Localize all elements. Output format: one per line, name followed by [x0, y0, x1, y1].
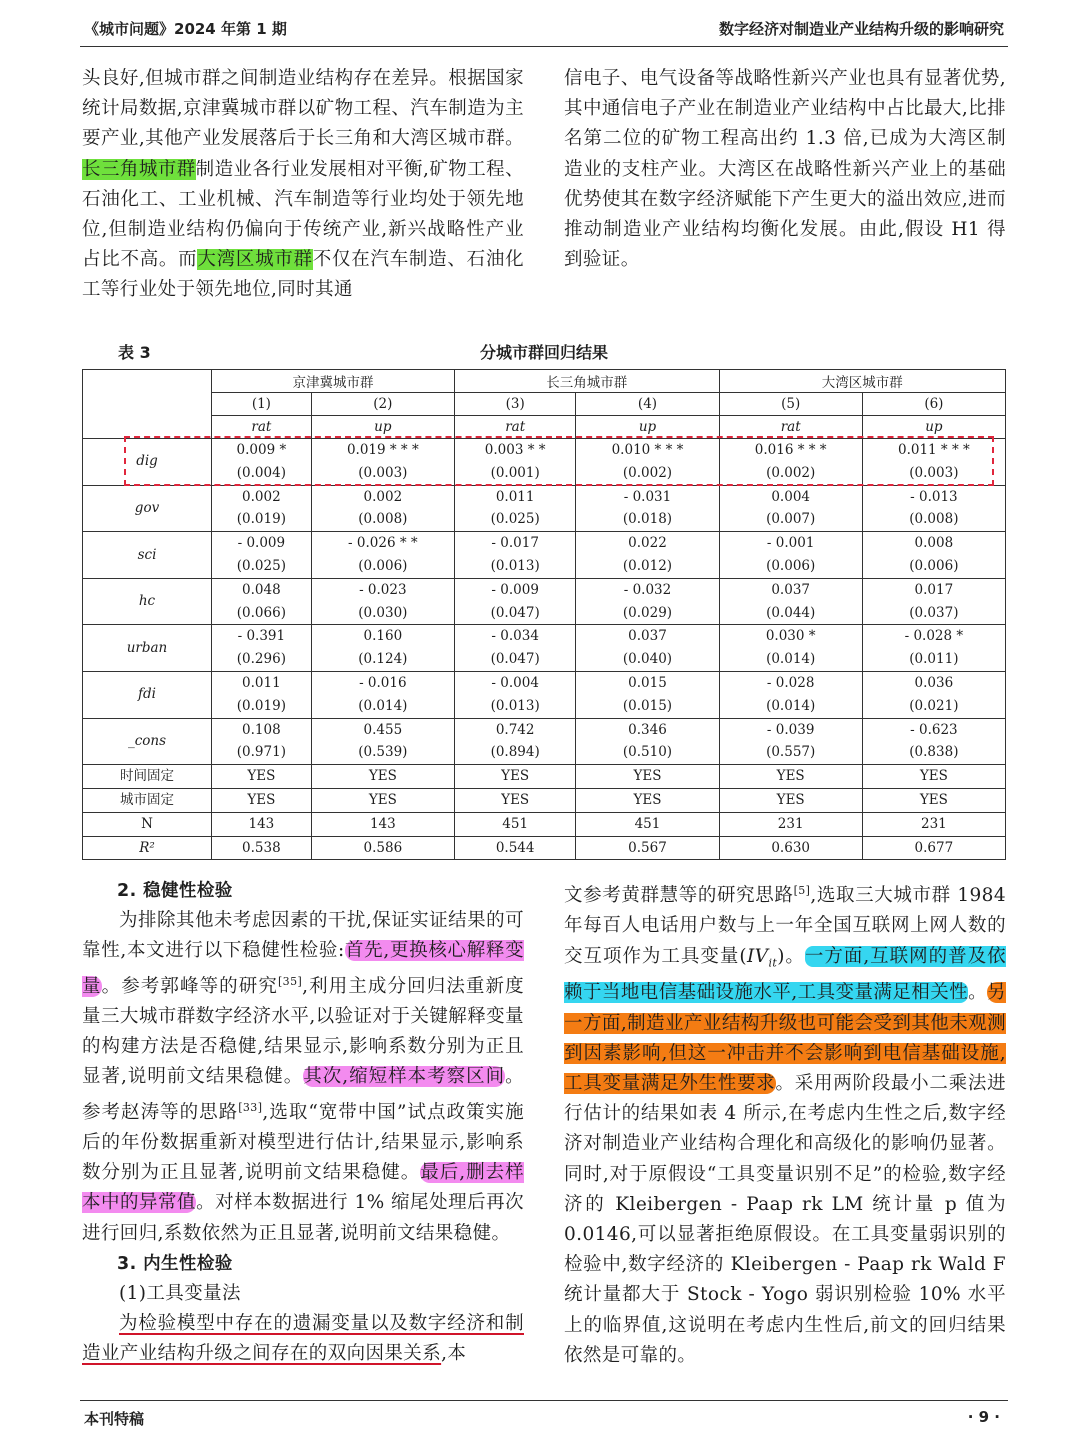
variable-name: hc	[83, 578, 212, 625]
table-row-coef	[83, 485, 1006, 508]
standard-error-cell: (0.019)	[212, 508, 312, 531]
text-segment: 。	[968, 982, 988, 1004]
top-left-paragraph	[82, 64, 524, 306]
table-row-se	[83, 462, 1006, 485]
footer-row-value: YES	[212, 765, 312, 789]
standard-error-cell: (0.037)	[862, 602, 1005, 625]
standard-error-cell: (0.001)	[454, 462, 575, 485]
table-row-se	[83, 508, 1006, 531]
coefficient-cell: 0.016 * * *	[719, 439, 862, 462]
footer-row-value: 0.586	[311, 836, 454, 860]
standard-error-cell: (0.012)	[576, 555, 719, 578]
table-row-se	[83, 695, 1006, 718]
coefficient-cell: - 0.028	[719, 671, 862, 694]
coefficient-cell: - 0.039	[719, 718, 862, 741]
coefficient-cell: 0.010 * * *	[576, 439, 719, 462]
coefficient-cell: 0.004	[719, 485, 862, 508]
variable-name: gov	[83, 485, 212, 532]
text-segment: 文参考黄群慧等的研究思路	[564, 885, 794, 907]
text-segment: 。采用两阶段最小二乘法进行估计的结果如表 4 所示,在考虑内生性之后,数字经济对制造业产业结构合理化和高级化的影响仍显著。同时,对于原假设“工具变量识别不足”的检验,数字经济的 Kleibergen - Paap rk LM 统计量 p 值为 0.0146,可以显著拒绝原假设。在工具变量弱识别的检验中,数字经济的 Kleibergen - Paap rk Wald F 统计量都大于 Stock - Yogo 弱识别检验 10% 水平上的临界值,这说明在考虑内生性后,前文的回归结果依然是可靠的。	[564, 1073, 1006, 1366]
footer-row-value: YES	[454, 765, 575, 789]
model-header: (3)	[454, 393, 575, 416]
standard-error-cell: (0.044)	[719, 602, 862, 625]
article-title: 数字经济对制造业产业结构升级的影响研究	[718, 20, 1004, 38]
iv-symbol: IV	[746, 945, 769, 967]
coefficient-cell: - 0.009	[212, 532, 312, 555]
text-segment: 。参考郭峰等的研究	[101, 975, 278, 997]
group-header: 大湾区城市群	[719, 370, 1005, 393]
depvar-header: rat	[212, 416, 312, 439]
table-row-coef	[83, 578, 1006, 601]
coefficient-cell: 0.009 *	[212, 439, 312, 462]
section-heading-endogeneity: 3. 内生性检验	[117, 1253, 233, 1274]
coefficient-cell: 0.002	[212, 485, 312, 508]
regression-table	[82, 369, 1006, 860]
footer-row-label: 城市固定	[83, 788, 212, 812]
text-segment: 信电子、电气设备等战略性新兴产业也具有显著优势,其中通信电子产业在制造业产业结构中占比最大,比排名第二位的矿物工程高出约 1.3 倍,已成为大湾区制造业的支柱产业。大湾区在战略性新兴产业上的基础优势使其在数字经济赋能下产生更大的溢出效应,进而推动制造业产业结构均衡化发展。由此,假设 H1 得到验证。	[564, 68, 1006, 271]
coefficient-cell: 0.037	[576, 625, 719, 648]
table-title: 分城市群回归结果	[479, 343, 608, 362]
standard-error-cell: (0.021)	[862, 695, 1005, 718]
bottom-right-column	[564, 876, 1006, 1371]
table-corner	[83, 370, 212, 439]
standard-error-cell: (0.013)	[454, 695, 575, 718]
footer-row-value: 0.677	[862, 836, 1005, 860]
table-row-coef	[83, 439, 1006, 462]
standard-error-cell: (0.047)	[454, 602, 575, 625]
text-segment: ,选取三大城市群 1984 年每百人电话用户数与上一年全国互联网上网人数的交互项作为工具变量(	[564, 885, 1006, 967]
group-header: 长三角城市群	[454, 370, 719, 393]
coefficient-cell: - 0.009	[454, 578, 575, 601]
text-segment: )。	[777, 945, 805, 967]
red-underlined-text: 为检验模型中存在的遗漏变量以及数字经济和制造业产业结构升级之间存在的双向因果关系	[82, 1313, 524, 1365]
coefficient-cell: 0.011 * * *	[862, 439, 1005, 462]
top-right-paragraph	[564, 64, 1006, 275]
standard-error-cell: (0.014)	[311, 695, 454, 718]
standard-error-cell: (0.006)	[719, 555, 862, 578]
footer-row-value: 451	[576, 812, 719, 836]
model-header: (4)	[576, 393, 719, 416]
variable-name: sci	[83, 532, 212, 579]
endogeneity-paragraph	[82, 1309, 524, 1369]
standard-error-cell: (0.008)	[862, 508, 1005, 531]
text-segment: ,本	[441, 1343, 467, 1365]
text-segment: 。对样本数据进行 1% 缩尾处理后再次进行回归,系数依然为正且显著,说明前文结果稳健。	[82, 1192, 525, 1244]
group-header: 京津冀城市群	[212, 370, 455, 393]
standard-error-cell: (0.003)	[862, 462, 1005, 485]
highlight-relevance: 一方面,互联网的普及依赖于当地电信基础设施水平,工具变量满足相关性	[564, 945, 1006, 1004]
standard-error-cell: (0.006)	[311, 555, 454, 578]
text-segment: 不仅在汽车制造、石油化工等行业处于领先地位,同时其通	[82, 249, 524, 301]
standard-error-cell: (0.015)	[576, 695, 719, 718]
standard-error-cell: (0.014)	[719, 648, 862, 671]
highlight-third-check: 最后,删去样本中的异常值	[82, 1162, 524, 1214]
footer-row-label: 时间固定	[83, 765, 212, 789]
model-header: (5)	[719, 393, 862, 416]
table-row-coef	[83, 718, 1006, 741]
standard-error-cell: (0.011)	[862, 648, 1005, 671]
coefficient-cell: 0.036	[862, 671, 1005, 694]
standard-error-cell: (0.557)	[719, 741, 862, 764]
section-heading-robustness: 2. 稳健性检验	[117, 881, 233, 901]
standard-error-cell: (0.894)	[454, 741, 575, 764]
depvar-header: rat	[719, 416, 862, 439]
table-row-footer	[83, 788, 1006, 812]
standard-error-cell: (0.007)	[719, 508, 862, 531]
footer-row-value: 231	[862, 812, 1005, 836]
model-header: (1)	[212, 393, 312, 416]
page-number: · 9 ·	[967, 1408, 1000, 1426]
footer-row-value: YES	[719, 765, 862, 789]
coefficient-cell: - 0.623	[862, 718, 1005, 741]
text-segment: 头良好,但城市群之间制造业结构存在差异。根据国家统计局数据,京津冀城市群以矿物工程、汽车制造为主要产业,其他产业发展落后于长三角和大湾区城市群。	[82, 68, 524, 150]
coefficient-cell: 0.108	[212, 718, 312, 741]
footer-row-value: 0.567	[576, 836, 719, 860]
footer-row-value: YES	[311, 788, 454, 812]
standard-error-cell: (0.510)	[576, 741, 719, 764]
footer-rule	[80, 1400, 1008, 1401]
text-segment: 为排除其他未考虑因素的干扰,保证实证结果的可靠性,本文进行以下稳健性检验:	[82, 910, 524, 962]
standard-error-cell: (0.539)	[311, 741, 454, 764]
footer-row-value: YES	[212, 788, 312, 812]
depvar-header: up	[311, 416, 454, 439]
coefficient-cell: 0.008	[862, 532, 1005, 555]
coefficient-cell: 0.742	[454, 718, 575, 741]
footer-row-value: 0.630	[719, 836, 862, 860]
coefficient-cell: - 0.004	[454, 671, 575, 694]
standard-error-cell: (0.029)	[576, 602, 719, 625]
variable-name: fdi	[83, 671, 212, 718]
coefficient-cell: - 0.031	[576, 485, 719, 508]
coefficient-cell: - 0.026 * *	[311, 532, 454, 555]
footer-row-value: YES	[862, 788, 1005, 812]
citation: [33]	[238, 1100, 263, 1114]
footer-row-value: 451	[454, 812, 575, 836]
robustness-paragraph	[82, 906, 524, 1249]
subsection-heading-iv: (1)工具变量法	[119, 1282, 241, 1304]
standard-error-cell: (0.002)	[576, 462, 719, 485]
standard-error-cell: (0.002)	[719, 462, 862, 485]
coefficient-cell: 0.003 * *	[454, 439, 575, 462]
standard-error-cell: (0.014)	[719, 695, 862, 718]
table-row-se	[83, 602, 1006, 625]
standard-error-cell: (0.003)	[311, 462, 454, 485]
citation: [5]	[793, 884, 811, 897]
standard-error-cell: (0.838)	[862, 741, 1005, 764]
text-segment: 制造业各行业发展相对平衡,矿物工程、石油化工、工业机械、汽车制造等行业均处于领先地位,但制造业结构仍偏向于传统产业,新兴战略性产业占比不高。而	[82, 158, 524, 271]
coefficient-cell: 0.015	[576, 671, 719, 694]
standard-error-cell: (0.971)	[212, 741, 312, 764]
journal-issue: 《城市问题》2024 年第 1 期	[84, 20, 287, 38]
text-segment: ,利用主成分回归法重新度量三大城市群数字经济水平,以验证对于关键解释变量的构建方法是否稳健,结果显示,影响系数分别为正且显著,说明前文结果稳健。	[82, 975, 525, 1088]
depvar-header: rat	[454, 416, 575, 439]
footer-row-value: 0.538	[212, 836, 312, 860]
table-row-se	[83, 741, 1006, 764]
footer-row-value: YES	[311, 765, 454, 789]
model-header: (6)	[862, 393, 1005, 416]
standard-error-cell: (0.006)	[862, 555, 1005, 578]
footer-row-value: YES	[576, 788, 719, 812]
table-row-se	[83, 648, 1006, 671]
standard-error-cell: (0.025)	[454, 508, 575, 531]
header-rule	[80, 46, 1008, 47]
variable-name: _cons	[83, 718, 212, 765]
table-header-groups	[83, 370, 1006, 393]
table-row-coef	[83, 625, 1006, 648]
standard-error-cell: (0.018)	[576, 508, 719, 531]
depvar-header: up	[576, 416, 719, 439]
coefficient-cell: 0.048	[212, 578, 312, 601]
standard-error-cell: (0.004)	[212, 462, 312, 485]
standard-error-cell: (0.040)	[576, 648, 719, 671]
iv-subscript: it	[768, 956, 778, 970]
coefficient-cell: - 0.013	[862, 485, 1005, 508]
coefficient-cell: - 0.391	[212, 625, 312, 648]
text-segment: 。参考赵涛等的思路	[82, 1066, 524, 1123]
highlight-first-check: 首先,更换核心解释变量	[82, 940, 524, 997]
table-row-coef	[83, 532, 1006, 555]
iv-paragraph	[564, 876, 1006, 1371]
highlight-greater-bay-area: 大湾区城市群	[197, 249, 313, 271]
coefficient-cell: 0.019 * * *	[311, 439, 454, 462]
footer-row-label: R²	[83, 836, 212, 860]
coefficient-cell: 0.037	[719, 578, 862, 601]
coefficient-cell: - 0.016	[311, 671, 454, 694]
table-row-coef	[83, 671, 1006, 694]
standard-error-cell: (0.296)	[212, 648, 312, 671]
table-row-footer	[83, 836, 1006, 860]
bottom-left-column	[82, 876, 524, 1370]
standard-error-cell: (0.019)	[212, 695, 312, 718]
citation: [35]	[277, 974, 303, 988]
standard-error-cell: (0.025)	[212, 555, 312, 578]
coefficient-cell: - 0.032	[576, 578, 719, 601]
footer-row-value: YES	[862, 765, 1005, 789]
highlight-yangtze-delta: 长三角城市群	[82, 158, 196, 180]
highlight-exogeneity: 另一方面,制造业产业结构升级也可能会受到其他未观测到因素影响,但这一冲击并不会影响到电信基础设施,工具变量满足外生性要求	[564, 982, 1006, 1095]
standard-error-cell: (0.047)	[454, 648, 575, 671]
coefficient-cell: 0.455	[311, 718, 454, 741]
footer-row-value: 0.544	[454, 836, 575, 860]
standard-error-cell: (0.124)	[311, 648, 454, 671]
coefficient-cell: - 0.034	[454, 625, 575, 648]
standard-error-cell: (0.008)	[311, 508, 454, 531]
standard-error-cell: (0.030)	[311, 602, 454, 625]
variable-name: dig	[83, 439, 212, 486]
table-label: 表 3	[118, 343, 151, 362]
table-row-se	[83, 555, 1006, 578]
coefficient-cell: 0.011	[454, 485, 575, 508]
coefficient-cell: 0.017	[862, 578, 1005, 601]
footer-row-value: YES	[576, 765, 719, 789]
footer-row-value: 231	[719, 812, 862, 836]
footer-row-value: YES	[454, 788, 575, 812]
coefficient-cell: - 0.017	[454, 532, 575, 555]
coefficient-cell: - 0.028 *	[862, 625, 1005, 648]
standard-error-cell: (0.066)	[212, 602, 312, 625]
table-header-models	[83, 393, 1006, 416]
table-row-footer	[83, 765, 1006, 789]
coefficient-cell: - 0.023	[311, 578, 454, 601]
coefficient-cell: 0.346	[576, 718, 719, 741]
table-header-depvars	[83, 416, 1006, 439]
coefficient-cell: 0.002	[311, 485, 454, 508]
coefficient-cell: 0.030 *	[719, 625, 862, 648]
variable-name: urban	[83, 625, 212, 672]
coefficient-cell: 0.011	[212, 671, 312, 694]
table-row-footer	[83, 812, 1006, 836]
coefficient-cell: 0.160	[311, 625, 454, 648]
text-segment: ,选取“宽带中国”试点政策实施后的年份数据重新对模型进行估计,结果显示,影响系数分别为正且显著,说明前文结果稳健。	[82, 1101, 524, 1184]
model-header: (2)	[311, 393, 454, 416]
standard-error-cell: (0.013)	[454, 555, 575, 578]
footer-row-label: N	[83, 812, 212, 836]
coefficient-cell: - 0.001	[719, 532, 862, 555]
coefficient-cell: 0.022	[576, 532, 719, 555]
footer-row-value: 143	[311, 812, 454, 836]
footer-row-value: YES	[719, 788, 862, 812]
highlight-second-check: 其次,缩短样本考察区间	[303, 1066, 506, 1088]
footer-row-value: 143	[212, 812, 312, 836]
depvar-header: up	[862, 416, 1005, 439]
footer-section: 本刊特稿	[84, 1410, 145, 1428]
